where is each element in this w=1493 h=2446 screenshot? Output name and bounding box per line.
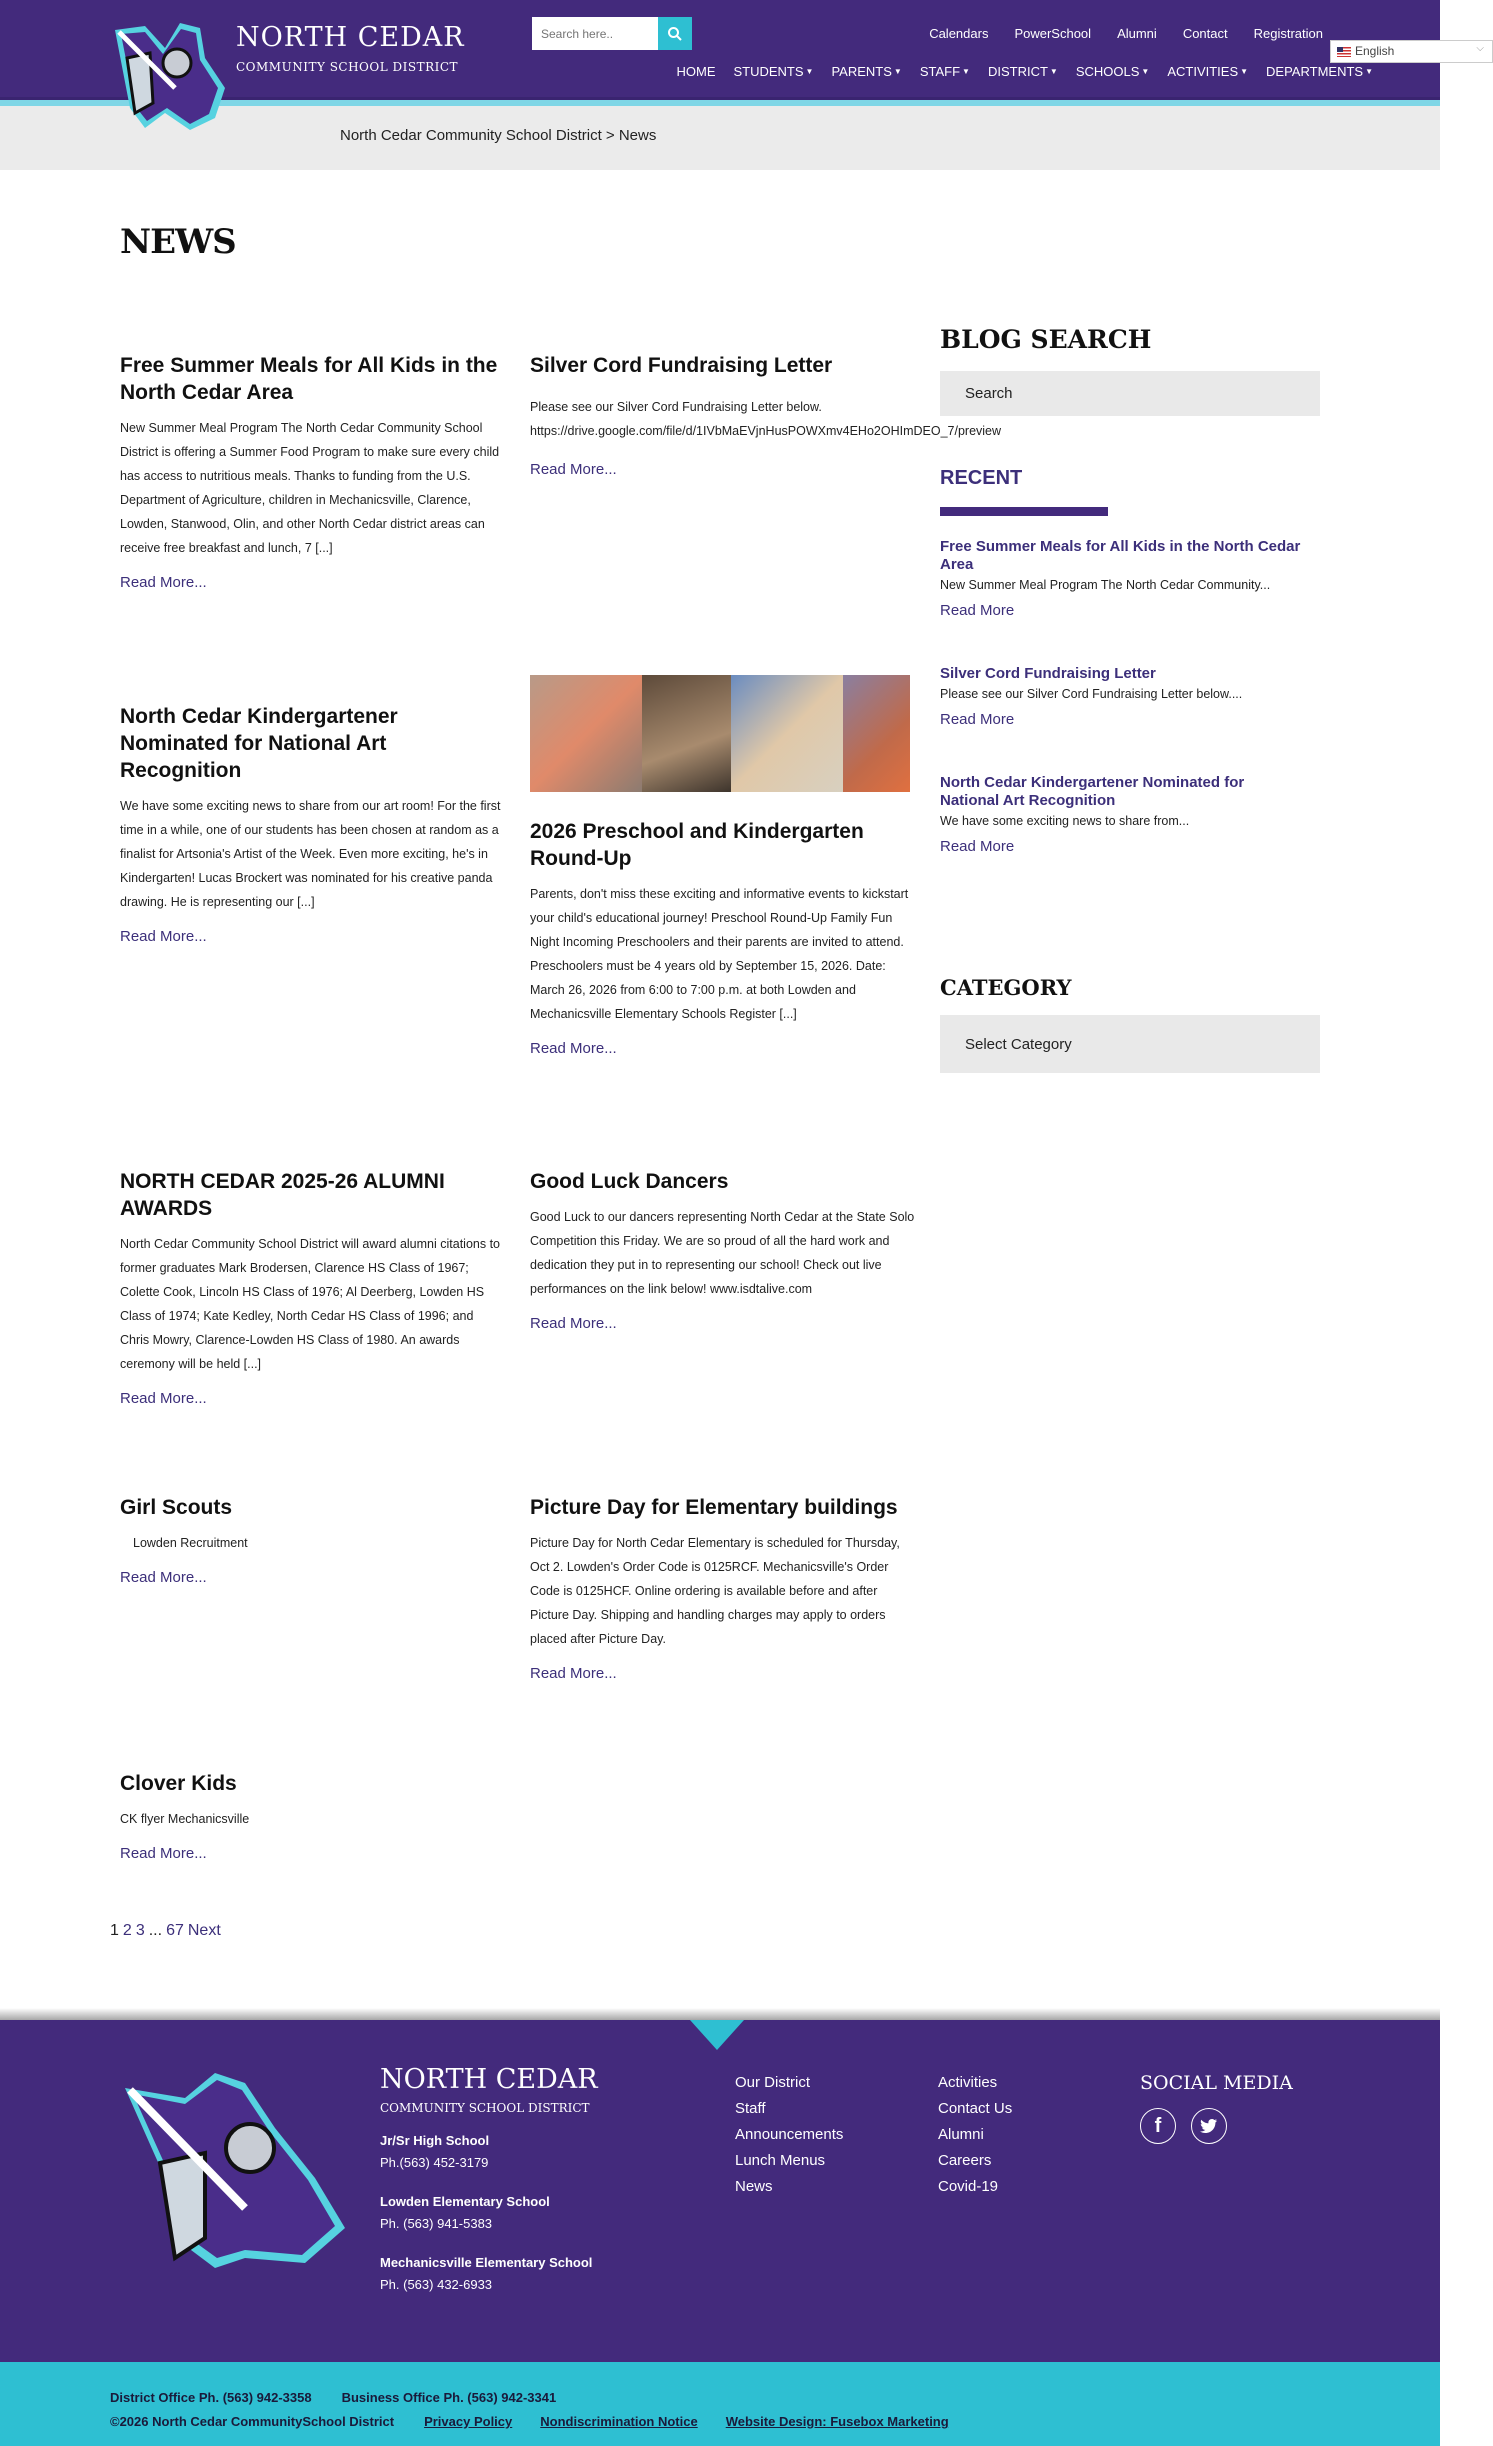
nav-departments[interactable]	[1266, 64, 1373, 79]
post-excerpt: Lowden Recruitment	[133, 1536, 248, 1550]
footer-link[interactable]: Careers	[938, 2152, 992, 2169]
recent-title[interactable]: Silver Cord Fundraising Letter	[940, 665, 1156, 682]
read-more-link[interactable]: Read More...	[530, 461, 617, 478]
read-more-link[interactable]: Read More...	[120, 1569, 207, 1586]
nav-label: STAFF	[919, 64, 961, 79]
nav-label: HOME	[676, 64, 716, 79]
read-more-link[interactable]: Read More...	[530, 1315, 617, 1332]
recent-underline	[940, 507, 1108, 516]
school-name: Jr/Sr High School	[380, 2133, 490, 2148]
nav-home[interactable]	[676, 64, 715, 79]
news-post	[120, 703, 505, 945]
post-title[interactable]: NORTH CEDAR 2025-26 ALUMNI AWARDS	[120, 1170, 445, 1220]
footer-link[interactable]: Contact Us	[938, 2100, 1013, 2117]
read-more-link[interactable]: Read More...	[530, 1040, 617, 1057]
category-value: Select Category	[965, 1035, 1072, 1053]
caret-down-icon: ▼	[805, 67, 814, 76]
caret-down-icon: ▼	[893, 67, 902, 76]
news-post	[120, 1494, 505, 1586]
news-post	[530, 1494, 925, 1682]
footer-link[interactable]: Lunch Menus	[735, 2152, 826, 2169]
recent-title[interactable]: Free Summer Meals for All Kids in the North Cedar Area	[940, 538, 1301, 573]
read-more-link[interactable]: Read More...	[120, 1390, 207, 1407]
nav-label: DISTRICT	[987, 64, 1048, 79]
link-registration[interactable]: Registration	[1253, 26, 1323, 41]
nav-staff[interactable]	[920, 64, 970, 79]
us-flag-icon	[1337, 47, 1351, 57]
footer-triangle-decoration	[690, 2020, 744, 2050]
school-contact	[380, 2191, 550, 2235]
caret-down-icon: ▼	[1240, 67, 1249, 76]
footer-knight-logo	[125, 2068, 355, 2278]
twitter-icon[interactable]	[1191, 2108, 1227, 2144]
page-current: 1	[110, 1922, 119, 1939]
nav-label: STUDENTS	[733, 64, 804, 79]
footer-link[interactable]: News	[735, 2178, 773, 2195]
post-excerpt: We have some exciting news to share from our art room! For the first time in a while, one of our students has been chosen at random as a finalist for Artsonia's Artist of the Week. Even more exciting, he's in Kindergarten! Lucas Brockert was nominated for his creative panda drawing. He is representing our [...]	[120, 799, 501, 909]
link-alumni[interactable]: Alumni	[1117, 26, 1157, 41]
footer-link[interactable]: Announcements	[735, 2126, 844, 2143]
post-title[interactable]: Clover Kids	[120, 1772, 237, 1795]
recent-excerpt: New Summer Meal Program The North Cedar Community...	[940, 578, 1271, 592]
read-more-link[interactable]: Read More...	[120, 1845, 207, 1862]
privacy-policy-link[interactable]: Privacy Policy	[424, 2414, 513, 2429]
blog-search-input[interactable]	[940, 371, 1320, 416]
pagination	[110, 1922, 221, 1940]
knight-logo[interactable]	[105, 18, 235, 133]
brand-title: NORTH CEDAR	[236, 22, 465, 53]
footer-links-col1	[735, 2070, 843, 2200]
footer-links-col2	[938, 2070, 1012, 2200]
news-post	[120, 352, 505, 591]
post-excerpt: Picture Day for North Cedar Elementary is scheduled for Thursday, Oct 2. Lowden's Order Code is 0125RCF. Mechanicsville's Order Code is 0125HCF. Online ordering is available before and after Picture Day. Shipping and handling charges may apply to orders placed after Picture Day.	[530, 1536, 900, 1646]
footer-brand-subtitle: COMMUNITY SCHOOL DISTRICT	[380, 2101, 590, 2115]
read-more-link[interactable]: Read More...	[120, 928, 207, 945]
nav-district[interactable]	[988, 64, 1058, 79]
read-more-link[interactable]: Read More...	[120, 574, 207, 591]
school-name: Mechanicsville Elementary School	[380, 2255, 593, 2270]
link-powerschool[interactable]: PowerSchool	[1014, 26, 1092, 41]
recent-excerpt: We have some exciting news to share from...	[940, 814, 1190, 828]
caret-down-icon: ▼	[962, 67, 970, 76]
page-title: NEWS	[120, 222, 236, 262]
language-select[interactable]	[1330, 40, 1493, 63]
footer-brand-title: NORTH CEDAR	[380, 2064, 598, 2095]
nav-label: PARENTS	[831, 64, 892, 79]
page-link[interactable]: 2	[122, 1922, 132, 1939]
page-ellipsis: ...	[148, 1922, 163, 1939]
post-title[interactable]: Picture Day for Elementary buildings	[530, 1496, 898, 1519]
post-title[interactable]: 2026 Preschool and Kindergarten Round-Up	[530, 820, 864, 870]
main-nav	[676, 64, 1373, 79]
post-title[interactable]: Free Summer Meals for All Kids in the North Cedar Area	[120, 354, 498, 404]
link-contact[interactable]: Contact	[1182, 26, 1228, 41]
recent-read-more[interactable]: Read More	[940, 838, 1015, 855]
category-heading: CATEGORY	[940, 975, 1072, 1000]
school-phone: Ph. (563) 941-5383	[380, 2216, 493, 2231]
footer-link[interactable]: Covid-19	[938, 2178, 999, 2195]
language-value: English	[1355, 44, 1395, 58]
recent-title[interactable]: North Cedar Kindergartener Nominated for National Art Recognition	[940, 774, 1245, 809]
footer-link[interactable]: Our District	[735, 2074, 810, 2091]
nav-activities[interactable]	[1167, 64, 1248, 79]
footer-link[interactable]: Alumni	[938, 2126, 984, 2143]
utility-links	[929, 26, 1323, 41]
header-search-input[interactable]	[532, 17, 658, 50]
nav-label: SCHOOLS	[1075, 64, 1140, 79]
caret-down-icon: ▼	[1049, 67, 1058, 76]
footer-link[interactable]: Activities	[938, 2074, 998, 2091]
search-placeholder: Search	[965, 385, 1013, 402]
recent-read-more[interactable]: Read More	[940, 711, 1015, 728]
website-design-link[interactable]: Website Design: Fusebox Marketing	[725, 2414, 949, 2429]
read-more-link[interactable]: Read More...	[530, 1665, 617, 1682]
post-excerpt: North Cedar Community School District will award alumni citations to former graduates Mark Brodersen, Clarence HS Class of 1967; Colette Cook, Lincoln HS Class of 1976; Al Deerberg, Lowden HS Class of 1974; Kate Kedley, North Cedar HS Class of 1996; and Chris Mowry, Clarence-Lowden HS Class of 1980. An awards ceremony will be held [...]	[120, 1237, 500, 1371]
page-link[interactable]: 67	[166, 1922, 184, 1939]
post-excerpt: Please see our Silver Cord Fundraising Letter below. https://drive.google.com/file/d/1IVbMaEVjnHusPOWXmv4EHo2OHImDEO_7/preview	[530, 400, 1002, 438]
footer-link[interactable]: Staff	[735, 2100, 766, 2117]
page-link[interactable]: 3	[135, 1922, 145, 1939]
search-icon	[667, 26, 683, 42]
link-calendars[interactable]: Calendars	[929, 26, 989, 41]
recent-excerpt: Please see our Silver Cord Fundraising Letter below....	[940, 687, 1243, 701]
news-post	[530, 818, 915, 1057]
post-thumbnail-image[interactable]	[530, 675, 910, 792]
post-excerpt: Good Luck to our dancers representing North Cedar at the State Solo Competition this Friday. We are so proud of all the hard work and dedication they put in to representing our school! Check out live performances on the link below! www.isdtalive.com	[530, 1210, 915, 1296]
post-title[interactable]: Silver Cord Fundraising Letter	[530, 354, 833, 377]
nav-schools[interactable]	[1076, 64, 1150, 79]
brand-subtitle: COMMUNITY SCHOOL DISTRICT	[236, 60, 459, 74]
recent-read-more[interactable]: Read More	[940, 602, 1015, 619]
news-post	[530, 1168, 915, 1332]
next-page-link[interactable]: Next	[187, 1922, 221, 1939]
nondiscrimination-link[interactable]: Nondiscrimination Notice	[540, 2414, 698, 2429]
school-contact	[380, 2130, 489, 2174]
nav-label: ACTIVITIES	[1167, 64, 1239, 79]
footer-bottom-bar	[0, 2362, 1440, 2446]
caret-down-icon: ▼	[1141, 67, 1150, 76]
breadcrumb: North Cedar Community School District > News	[340, 127, 657, 144]
recent-item	[940, 774, 1325, 855]
post-excerpt: New Summer Meal Program The North Cedar Community School District is offering a Summer Food Program to make sure every child has access to nutritious meals. Thanks to funding from the U.S. Department of Agriculture, children in Mechanicsville, Clarence, Lowden, Stanwood, Olin, and other North Cedar district areas can receive free breakfast and lunch, 7 [...]	[120, 421, 500, 555]
post-title[interactable]: Good Luck Dancers	[530, 1170, 729, 1193]
header-search-button[interactable]	[658, 17, 692, 50]
post-title[interactable]: Girl Scouts	[120, 1496, 233, 1519]
school-contact	[380, 2252, 592, 2296]
district-office-phone: District Office Ph. (563) 942-3358	[110, 2390, 312, 2405]
nav-parents[interactable]	[831, 64, 901, 79]
news-post	[120, 1770, 505, 1862]
nav-label: DEPARTMENTS	[1266, 64, 1364, 79]
nav-students[interactable]	[733, 64, 813, 79]
school-phone: Ph. (563) 432-6933	[380, 2277, 493, 2292]
caret-down-icon: ▼	[1365, 67, 1373, 76]
facebook-icon[interactable]: f	[1140, 2108, 1176, 2144]
school-phone: Ph.(563) 452-3179	[380, 2155, 489, 2170]
chevron-down-icon: ⌵	[1476, 43, 1484, 54]
social-media-heading: SOCIAL MEDIA	[1140, 2072, 1293, 2094]
recent-heading: RECENT	[940, 467, 1023, 489]
school-name: Lowden Elementary School	[380, 2194, 550, 2209]
blog-search-heading: BLOG SEARCH	[940, 325, 1152, 354]
post-excerpt: Parents, don't miss these exciting and informative events to kickstart your child's educational journey! Preschool Round-Up Family Fun Night Incoming Preschoolers and their parents are invited to attend. Preschoolers must be 4 years old by September 15, 2026. Date: March 26, 2026 from 6:00 to 7:00 p.m. at both Lowden and Mechanicsville Elementary Schools Register [...]	[530, 887, 909, 1021]
category-select[interactable]	[940, 1015, 1320, 1073]
recent-item	[940, 665, 1325, 728]
copyright: ©2026 North Cedar CommunitySchool District	[110, 2414, 395, 2429]
post-excerpt: CK flyer Mechanicsville	[120, 1812, 250, 1826]
post-title[interactable]: North Cedar Kindergartener Nominated for National Art Recognition	[120, 705, 398, 782]
business-office-phone: Business Office Ph. (563) 942-3341	[341, 2390, 557, 2405]
news-post	[120, 1168, 505, 1407]
recent-item	[940, 538, 1325, 619]
